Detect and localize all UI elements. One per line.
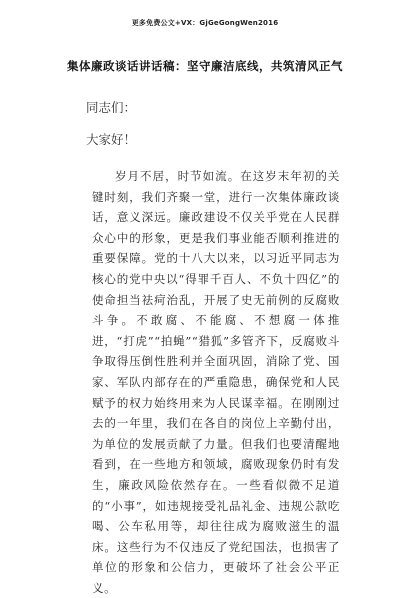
document-title: 集体廉政谈话讲话稿：坚守廉洁底线，共筑清风正气	[67, 59, 343, 73]
greeting: 大家好！	[86, 132, 137, 147]
body-text	[92, 166, 340, 598]
header-note: 更多免费公文+VX：GjGeGongWen2016	[131, 19, 279, 27]
salutation: 同志们：	[86, 100, 137, 115]
body-paragraph: 岁月不居，时节如流。在这岁末年初的关键时刻，我们齐聚一堂，进行一次集体廉政谈话，意义深远。廉政建设不仅关乎党在人民群众心中的形象，更是我们事业能否顺利推进的重要保障。党的十八大以来，以习近平同志为核心的党中央以“得罪千百人、不负十四亿”的使命担当祛疴治乱，开展了史无前例的反腐败斗争。不敢腐、不能腐、不想腐一体推进，“打虎”“拍蝇”“猎狐”多管齐下，反腐败斗争取得压倒性胜利并全面巩固，消除了党、国家、军队内部存在的严重隐患，确保党和人民赋予的权力始终用来为人民谋幸福。在刚刚过去的一年里，我们在各自的岗位上辛勤付出，为单位的发展贡献了力量。但我们也要清醒地看到，在一些地方和领域，腐败现象仍时有发生，廉政风险依然存在。一些看似微不足道的“小事”，如违规接受礼品礼金、违规公款吃喝、公车私用等，却往往成为腐败滋生的温床。这些行为不仅违反了党纪国法，也损害了单位的形象和公信力，更破坏了社会公平正义。	[92, 169, 340, 595]
